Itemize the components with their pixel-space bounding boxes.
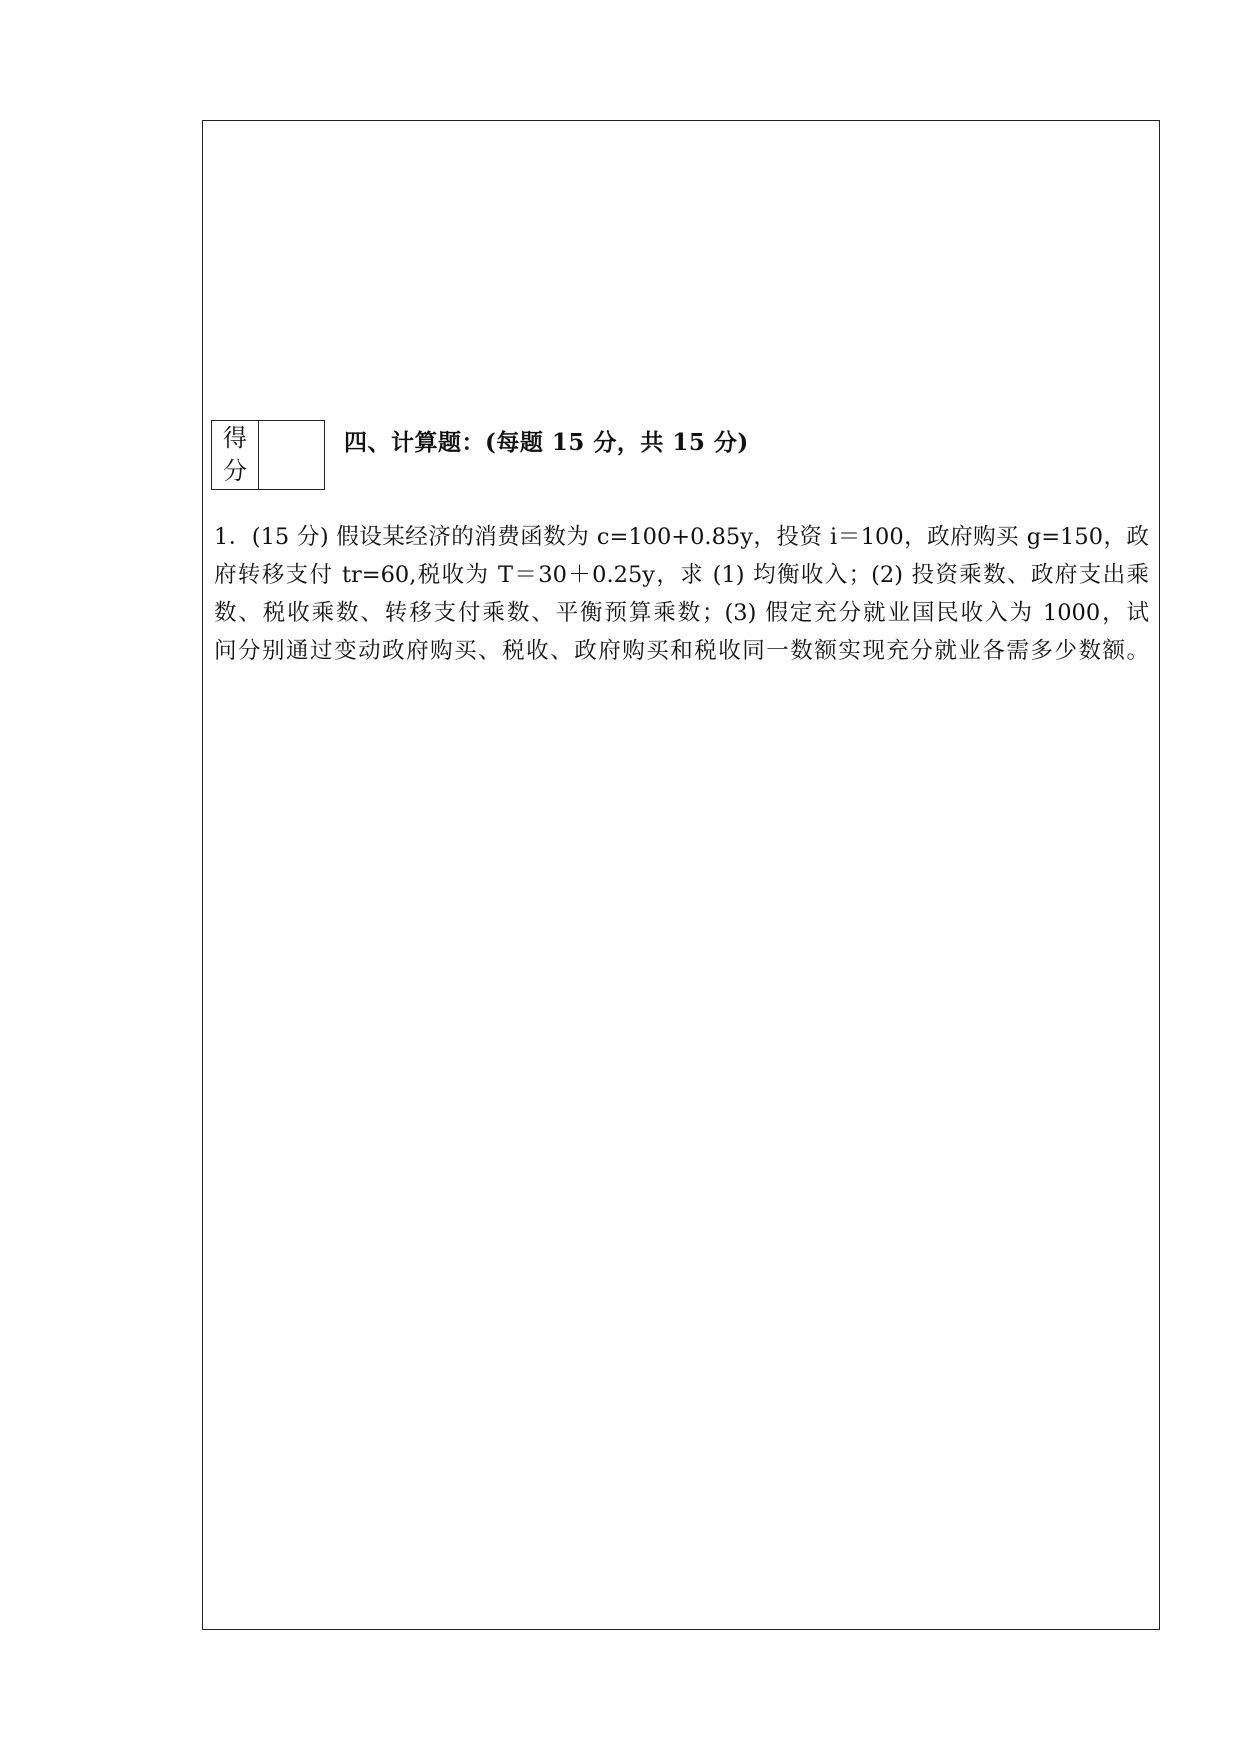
question-1-line-1: 1．(15 分) 假设某经济的消费函数为 c=100+0.85y，投资 i＝100，政府购买 g=150，政 bbox=[214, 524, 1149, 550]
question-1 bbox=[214, 518, 1149, 670]
question-1-line-2: 府转移支付 tr=60,税收为 T＝30＋0.25y，求 (1) 均衡收入；(2) 投资乘数、政府支出乘 bbox=[214, 562, 1149, 588]
question-1-line-3: 数、税收乘数、转移支付乘数、平衡预算乘数；(3) 假定充分就业国民收入为 1000，试 bbox=[214, 600, 1149, 626]
score-label-line2: 分 bbox=[223, 457, 247, 485]
score-box bbox=[211, 420, 325, 490]
score-value-cell bbox=[259, 421, 324, 489]
answer-frame bbox=[202, 120, 1160, 1630]
question-1-line-4: 问分别通过变动政府购买、税收、政府购买和税收同一数额实现充分就业各需多少数额。 bbox=[214, 638, 1149, 664]
score-label bbox=[212, 421, 259, 489]
section-title: 四、计算题：(每题 15 分，共 15 分) bbox=[344, 429, 749, 456]
score-label-line1: 得 bbox=[223, 424, 247, 452]
